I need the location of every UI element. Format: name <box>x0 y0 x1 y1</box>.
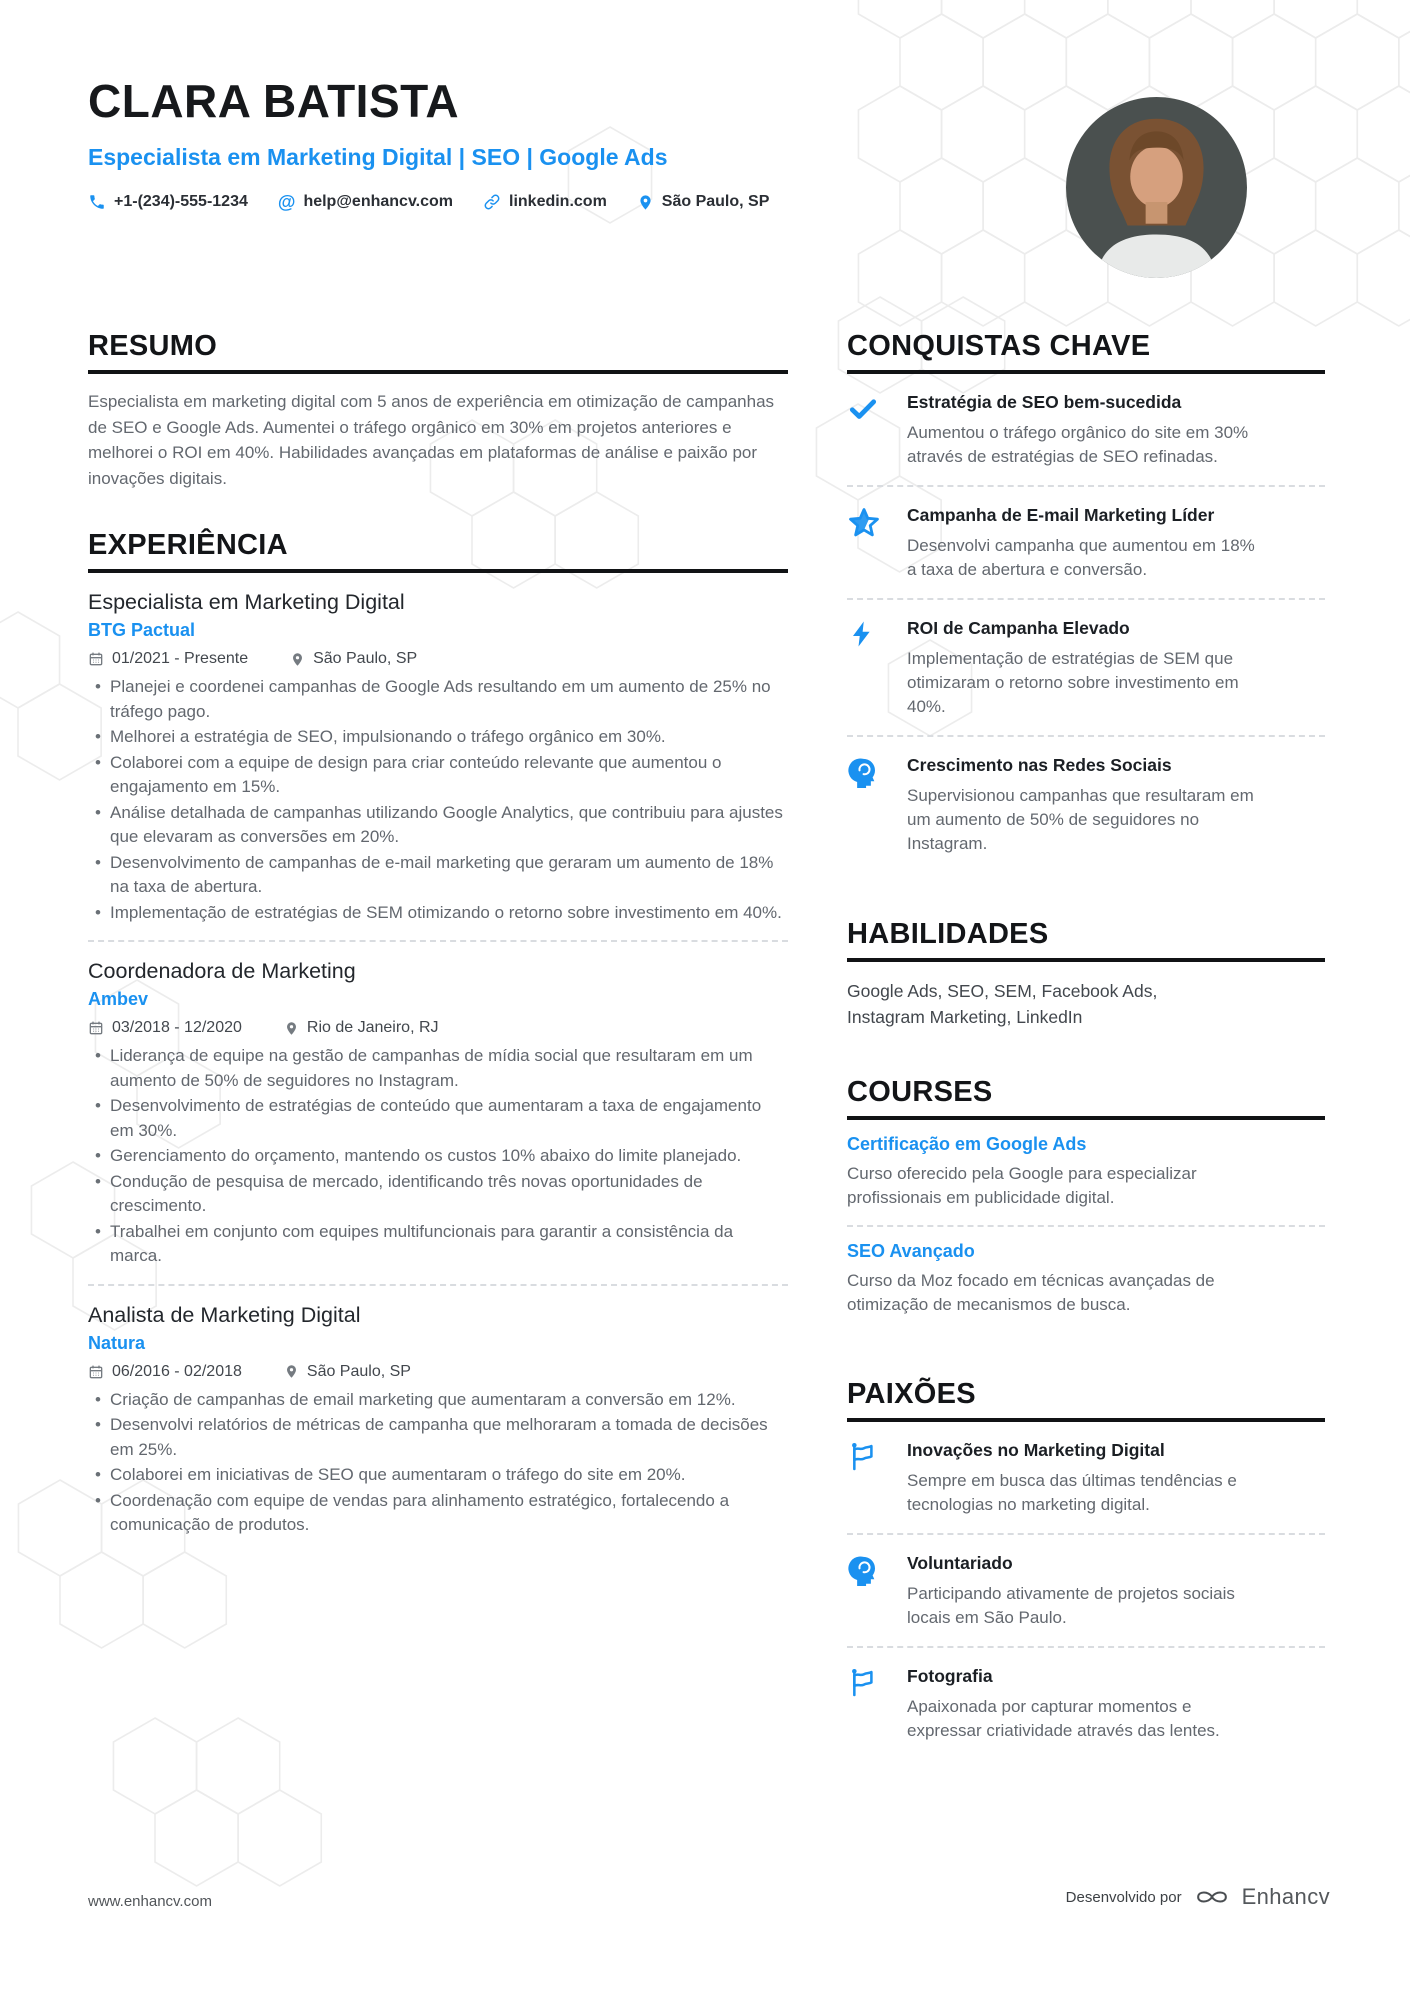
achievement-text: Supervisionou campanhas que resultaram em um aumento de 50% de seguidores no Instagram. <box>907 786 1254 853</box>
achievement-text: Implementação de estratégias de SEM que otimizaram o retorno sobre investimento em 40%. <box>907 649 1239 716</box>
job-meta <box>88 1363 788 1381</box>
job-company[interactable]: BTG Pactual <box>88 620 196 640</box>
job-location <box>284 1363 411 1381</box>
phone-icon <box>88 193 106 211</box>
calendar-icon <box>88 651 104 667</box>
location-pin-icon <box>284 1364 299 1379</box>
section-courses <box>847 1076 1325 1332</box>
passion-title: Voluntariado <box>907 1553 1013 1573</box>
job-dates <box>88 1019 242 1037</box>
job-location-label: São Paulo, SP <box>313 650 418 667</box>
job-bullet: • Implementação de estratégias de SEM otimizando o retorno sobre investimento em 40%. <box>88 901 788 926</box>
course-item <box>847 1227 1325 1332</box>
achievement-title: Campanha de E-mail Marketing Líder <box>907 505 1215 525</box>
job-dates-label: 01/2021 - Presente <box>112 650 249 667</box>
section-rule <box>847 958 1325 962</box>
job-location <box>290 650 417 668</box>
person-job-title: Especialista em Marketing Digital | SEO | Google Ads <box>88 144 668 170</box>
section-habilidades <box>847 918 1325 1030</box>
section-resumo <box>88 330 788 491</box>
job-entry <box>88 590 788 925</box>
achievement-item <box>847 487 1325 598</box>
job-bullet: • Análise detalhada de campanhas utilizando Google Analytics, que contribuiu para ajustes que elevaram as conversões em 20%. <box>88 801 788 850</box>
achievement-item <box>847 374 1325 485</box>
conquistas-heading: CONQUISTAS CHAVE <box>847 330 1151 362</box>
job-location-label: São Paulo, SP <box>306 1362 411 1380</box>
contact-linkedin[interactable] <box>483 193 607 211</box>
dashed-divider <box>88 1284 788 1286</box>
flag-icon <box>847 1440 881 1517</box>
job-location <box>284 1019 439 1037</box>
job-dates <box>88 1363 242 1381</box>
job-bullets <box>88 675 788 925</box>
job-bullet: • Liderança de equipe na gestão de campanhas de mídia social que resultaram em um aumento de 50% de seguidores no Instagram. <box>88 1044 788 1093</box>
job-dates-label: 03/2018 - 12/2020 <box>112 1019 242 1036</box>
location-pin-icon <box>637 194 654 211</box>
contact-phone[interactable] <box>88 193 248 211</box>
enhancv-logo-icon <box>1192 1885 1232 1909</box>
job-bullet: • Planejei e coordenei campanhas de Google Ads resultando em um aumento de 25% no tráfego pago. <box>88 675 788 724</box>
resumo-heading: RESUMO <box>88 330 218 362</box>
job-title: Analista de Marketing Digital <box>88 1302 361 1327</box>
passion-text: Participando ativamente de projetos sociais locais em São Paulo. <box>907 1584 1235 1627</box>
location-pin-icon <box>284 1021 299 1036</box>
courses-heading: COURSES <box>847 1076 993 1108</box>
dashed-divider <box>88 940 788 942</box>
job-bullet: • Trabalhei em conjunto com equipes multifuncionais para garantir a consistência da marca. <box>88 1220 788 1269</box>
experiencia-heading: EXPERIÊNCIA <box>88 529 288 561</box>
passion-item <box>847 1422 1325 1533</box>
job-dates-label: 06/2016 - 02/2018 <box>112 1362 242 1380</box>
job-bullets <box>88 1044 788 1269</box>
footer-site-link[interactable]: www.enhancv.com <box>88 1893 212 1910</box>
job-bullet: • Desenvolvi relatórios de métricas de campanha que melhoraram a tomada de decisões em 25%. <box>88 1413 788 1462</box>
resumo-text: Especialista em marketing digital com 5 anos de experiência em otimização de campanhas de SEO e Google Ads. Aumentei o tráfego orgânico em 30% em projetos anteriores e melhorei o ROI em 40%. Habilidades avançadas em plataformas de análise e paixão por inovações digitais. <box>88 392 775 488</box>
job-location-label: Rio de Janeiro, RJ <box>306 1019 439 1036</box>
enhancv-brand-label: Enhancv <box>1241 1884 1330 1909</box>
contact-email-label: help@enhancv.com <box>303 193 453 210</box>
job-title: Coordenadora de Marketing <box>88 959 356 983</box>
location-pin-icon <box>290 652 305 667</box>
job-meta <box>88 650 788 668</box>
job-bullet: • Colaborei com a equipe de design para criar conteúdo relevante que aumentou o engajamento em 15%. <box>88 751 788 800</box>
job-bullet: • Desenvolvimento de estratégias de conteúdo que aumentaram a taxa de engajamento em 30%. <box>88 1094 788 1143</box>
side-column <box>847 330 1325 1759</box>
contact-location-label: São Paulo, SP <box>661 193 770 210</box>
profile-photo <box>1066 97 1247 278</box>
passion-title: Inovações no Marketing Digital <box>907 1440 1165 1460</box>
section-rule <box>88 569 788 573</box>
contact-linkedin-label: linkedin.com <box>509 193 607 210</box>
achievement-title: Crescimento nas Redes Sociais <box>907 755 1172 775</box>
contact-phone-label: +1-(234)-555-1234 <box>114 193 248 210</box>
passion-item <box>847 1535 1325 1646</box>
calendar-icon <box>88 1364 104 1380</box>
achievement-item <box>847 600 1325 735</box>
passion-item <box>847 1648 1325 1759</box>
job-bullet: • Colaborei em iniciativas de SEO que aumentaram o tráfego do site em 20%. <box>88 1463 788 1488</box>
contact-email[interactable] <box>278 193 453 211</box>
calendar-icon <box>88 1020 104 1036</box>
passion-text: Sempre em busca das últimas tendências e tecnologias no marketing digital. <box>907 1471 1237 1514</box>
section-experiencia <box>88 529 788 1538</box>
job-title: Especialista em Marketing Digital <box>88 590 405 614</box>
star-icon <box>847 505 881 582</box>
main-column <box>88 330 788 1538</box>
job-bullet: • Condução de pesquisa de mercado, identificando três novas oportunidades de crescimento. <box>88 1170 788 1219</box>
section-conquistas <box>847 330 1325 872</box>
achievement-item <box>847 737 1325 872</box>
job-bullet: • Gerenciamento do orçamento, mantendo os custos 10% abaixo do limite planejado. <box>88 1144 788 1169</box>
woman-portrait <box>1066 97 1247 278</box>
course-item <box>847 1120 1325 1225</box>
job-company[interactable]: Ambev <box>88 989 149 1009</box>
achievement-title: Estratégia de SEO bem-sucedida <box>907 392 1182 412</box>
job-company[interactable]: Natura <box>88 1332 146 1353</box>
job-dates <box>88 650 248 668</box>
job-entry <box>88 1303 788 1538</box>
job-bullet: • Coordenação com equipe de vendas para alinhamento estratégico, fortalecendo a comunicação de produtos. <box>88 1489 788 1538</box>
at-icon: @ <box>277 192 296 212</box>
achievement-text: Desenvolvi campanha que aumentou em 18% a taxa de abertura e conversão. <box>907 536 1255 579</box>
habilidades-heading: HABILIDADES <box>847 918 1049 950</box>
powered-by-label: Desenvolvido por <box>1065 1888 1182 1906</box>
job-bullets <box>88 1388 788 1538</box>
paixoes-heading: PAIXÕES <box>847 1378 976 1410</box>
person-name: CLARA BATISTA <box>88 75 460 127</box>
job-entry <box>88 959 788 1269</box>
head-icon <box>847 1553 881 1630</box>
head-icon <box>847 755 881 856</box>
course-text: Curso da Moz focado em técnicas avançadas de otimização de mecanismos de busca. <box>847 1271 1215 1314</box>
check-icon <box>847 392 881 469</box>
footer-branding[interactable] <box>1066 1884 1330 1910</box>
passion-title: Fotografia <box>907 1666 993 1686</box>
achievement-text: Aumentou o tráfego orgânico do site em 30% através de estratégias de SEO refinadas. <box>907 423 1249 466</box>
job-meta <box>88 1019 788 1037</box>
link-icon <box>483 193 501 211</box>
job-bullet: • Melhorei a estratégia de SEO, impulsionando o tráfego orgânico em 30%. <box>88 725 788 750</box>
section-rule <box>88 370 788 374</box>
course-text: Curso oferecido pela Google para especializar profissionais em publicidade digital. <box>847 1164 1197 1207</box>
contact-bar <box>88 193 769 211</box>
job-bullet: • Desenvolvimento de campanhas de e-mail marketing que geraram um aumento de 18% na taxa de abertura. <box>88 851 788 900</box>
bolt-icon <box>847 618 881 719</box>
course-title[interactable]: SEO Avançado <box>847 1241 975 1261</box>
section-paixoes <box>847 1378 1325 1759</box>
achievement-title: ROI de Campanha Elevado <box>907 618 1130 638</box>
skills-list: Google Ads, SEO, SEM, Facebook Ads, Instagram Marketing, LinkedIn <box>847 981 1158 1027</box>
flag-icon <box>847 1666 881 1743</box>
course-title[interactable]: Certificação em Google Ads <box>847 1134 1087 1154</box>
passion-text: Apaixonada por capturar momentos e expressar criatividade através das lentes. <box>907 1697 1220 1740</box>
job-bullet: • Criação de campanhas de email marketing que aumentaram a conversão em 12%. <box>88 1388 788 1413</box>
contact-location <box>637 193 770 211</box>
